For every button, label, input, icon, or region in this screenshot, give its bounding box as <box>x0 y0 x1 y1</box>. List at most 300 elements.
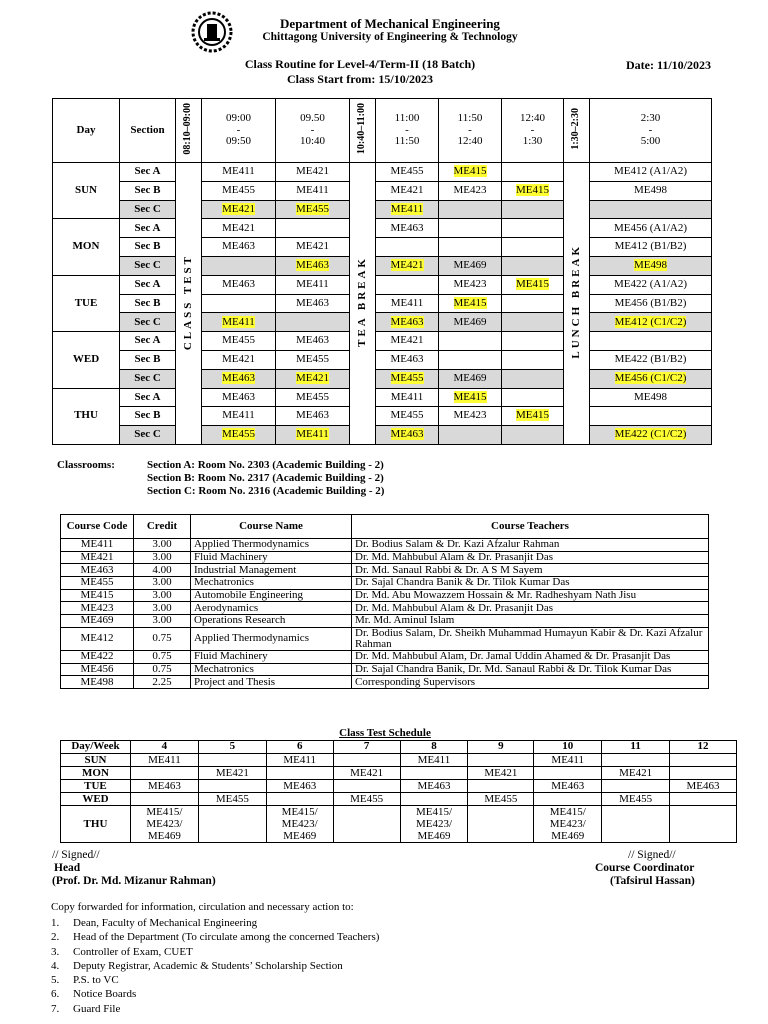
ct-cell: ME421 <box>468 766 534 779</box>
slot-dash: - <box>648 123 653 136</box>
course-code: ME421 <box>222 221 255 234</box>
section-cell: Sec A <box>120 163 176 182</box>
slot-dash: - <box>530 123 535 136</box>
course-code: ME411 <box>222 165 255 178</box>
day-cell: WED <box>53 332 120 388</box>
course-name: Applied Thermodynamics <box>191 539 352 552</box>
header-slot-2 <box>276 99 350 163</box>
course-name: Fluid Machinery <box>191 551 352 564</box>
ct-cell: ME411 <box>130 753 198 766</box>
header-slot-classtest <box>176 99 202 163</box>
ct-cell: ME421 <box>198 766 266 779</box>
routine-cell <box>202 426 276 445</box>
course-code: ME456 (A1/A2) <box>613 221 688 234</box>
head-signed: // Signed// <box>52 849 100 861</box>
ct-cell: ME415/ ME423/ ME469 <box>130 805 198 842</box>
ct-title: Class Test Schedule <box>339 727 431 739</box>
course-code: ME411 <box>222 409 255 422</box>
ct-cell <box>400 766 468 779</box>
routine-cell <box>376 200 439 219</box>
routine-cell <box>502 313 564 332</box>
routine-header-row <box>53 99 712 163</box>
ct-header-cell: 10 <box>534 741 602 754</box>
course-code: ME421 <box>296 371 329 384</box>
classroom-line-a: Section A: Room No. 2303 (Academic Building - 2) <box>147 459 384 471</box>
course-code: ME455 <box>390 371 424 384</box>
slot-start: 09:00 <box>225 112 252 125</box>
ct-cell: ME415/ ME423/ ME469 <box>534 805 602 842</box>
course-teachers: Mr. Md. Aminul Islam <box>352 615 709 628</box>
section-cell: Sec B <box>120 407 176 426</box>
ct-row <box>61 805 737 842</box>
ct-header-cell: 5 <box>198 741 266 754</box>
course-code: ME412 <box>61 627 134 650</box>
copy-item-number: 2. <box>51 931 60 944</box>
ct-cell <box>468 753 534 766</box>
routine-cell <box>202 313 276 332</box>
ct-cell <box>130 766 198 779</box>
course-teachers: Dr. Sajal Chandra Banik & Dr. Tilok Kumar Das <box>352 577 709 590</box>
routine-cell <box>439 407 502 426</box>
header-slot-lunch <box>564 99 590 163</box>
routine-cell <box>376 369 439 388</box>
ct-cell <box>266 766 333 779</box>
section-cell: Sec C <box>120 369 176 388</box>
header-day: Day <box>53 99 120 163</box>
routine-row <box>53 275 712 294</box>
head-title: Head <box>54 862 81 874</box>
ct-cell: ME463 <box>670 779 737 792</box>
routine-cell <box>590 369 712 388</box>
section-cell: Sec C <box>120 426 176 445</box>
header-section: Section <box>120 99 176 163</box>
routine-cell <box>439 350 502 369</box>
routine-cell <box>502 163 564 182</box>
course-code: ME455 <box>222 334 255 347</box>
header-slot-4 <box>439 99 502 163</box>
routine-cell <box>276 350 350 369</box>
routine-cell <box>276 163 350 182</box>
course-code: ME455 <box>296 353 329 366</box>
course-credit: 3.00 <box>134 589 191 602</box>
course-code: ME411 <box>296 183 329 196</box>
course-code: ME411 <box>61 539 134 552</box>
ct-cell <box>670 805 737 842</box>
ct-cell: ME463 <box>266 779 333 792</box>
routine-cell <box>439 313 502 332</box>
routine-cell <box>590 350 712 369</box>
copy-item <box>51 959 379 973</box>
copy-item-text: Notice Boards <box>73 988 137 1001</box>
course-code: ME455 <box>222 183 255 196</box>
ct-cell <box>333 779 400 792</box>
course-row <box>61 589 709 602</box>
section-cell: Sec C <box>120 200 176 219</box>
course-name: Operations Research <box>191 615 352 628</box>
routine-cell <box>276 181 350 200</box>
copy-item-text: Dean, Faculty of Mechanical Engineering <box>73 917 258 929</box>
ct-cell: ME415/ ME423/ ME469 <box>400 805 468 842</box>
course-code: ME411 <box>390 296 424 309</box>
course-code: ME456 (C1/C2) <box>614 371 687 384</box>
lunch-column <box>564 163 590 445</box>
section-cell: Sec B <box>120 181 176 200</box>
ct-header-cell: 4 <box>130 741 198 754</box>
course-code: ME463 <box>296 259 329 272</box>
routine-cell <box>376 426 439 445</box>
course-code: ME423 <box>61 602 134 615</box>
routine-row <box>53 294 712 313</box>
routine-cell <box>590 256 712 275</box>
course-teachers: Dr. Md. Mahbubul Alam & Dr. Prasanjit Das <box>352 602 709 615</box>
routine-cell <box>376 332 439 351</box>
course-row <box>61 627 709 650</box>
routine-cell <box>502 350 564 369</box>
course-teachers: Dr. Md. Sanaul Rabbi & Dr. A S M Sayem <box>352 564 709 577</box>
course-teachers: Dr. Sajal Chandra Banik, Dr. Md. Sanaul Rabbi & Dr. Tilok Kumar Das <box>352 663 709 676</box>
university-logo <box>190 10 234 54</box>
routine-cell <box>202 332 276 351</box>
course-code: ME421 <box>390 183 424 196</box>
ct-cell: ME421 <box>333 766 400 779</box>
course-code: ME411 <box>222 315 255 328</box>
ct-table <box>60 740 737 843</box>
ct-day: THU <box>61 805 131 842</box>
ct-cell <box>534 766 602 779</box>
course-teachers: Dr. Md. Mahbubul Alam & Dr. Prasanjit Das <box>352 551 709 564</box>
routine-cell <box>502 407 564 426</box>
routine-row <box>53 407 712 426</box>
routine-cell <box>276 407 350 426</box>
copy-item-number: 5. <box>51 974 60 987</box>
copy-item-text: Guard File <box>73 1002 121 1015</box>
coordinator-signed: // Signed// <box>628 849 676 861</box>
routine-cell <box>439 294 502 313</box>
course-row <box>61 615 709 628</box>
ct-day: TUE <box>61 779 131 792</box>
routine-cell <box>376 256 439 275</box>
course-code: ME498 <box>634 183 667 196</box>
routine-cell <box>502 388 564 407</box>
routine-cell <box>502 426 564 445</box>
slot-start: 12:40 <box>519 112 546 125</box>
routine-cell <box>439 426 502 445</box>
course-credit: 4.00 <box>134 564 191 577</box>
course-row <box>61 551 709 564</box>
ct-cell <box>198 805 266 842</box>
course-code: ME456 <box>61 663 134 676</box>
routine-cell <box>376 350 439 369</box>
ct-cell <box>333 753 400 766</box>
course-credit: 2.25 <box>134 676 191 689</box>
course-code: ME469 <box>61 615 134 628</box>
routine-cell <box>502 256 564 275</box>
course-credit: 3.00 <box>134 551 191 564</box>
routine-cell <box>276 275 350 294</box>
classtest-column <box>176 163 202 445</box>
routine-cell <box>202 219 276 238</box>
routine-cell <box>376 294 439 313</box>
day-cell: MON <box>53 219 120 275</box>
routine-cell <box>502 294 564 313</box>
course-code: ME423 <box>453 409 487 422</box>
routine-cell <box>376 219 439 238</box>
copy-intro: Copy forwarded for information, circulation and necessary action to: <box>51 901 354 913</box>
course-code: ME412 (B1/B2) <box>614 240 687 253</box>
header-slot-1 <box>202 99 276 163</box>
ct-cell: ME411 <box>534 753 602 766</box>
routine-cell <box>376 313 439 332</box>
routine-cell <box>202 181 276 200</box>
course-code: ME463 <box>222 240 255 253</box>
course-code: ME455 <box>390 409 424 422</box>
course-code: ME411 <box>296 277 329 290</box>
ct-header-cell: 12 <box>670 741 737 754</box>
course-code: ME421 <box>296 165 329 178</box>
course-code: ME412 (A1/A2) <box>613 165 688 178</box>
slot-end: 09:50 <box>225 135 252 148</box>
routine-cell <box>439 163 502 182</box>
ct-header-cell: Day/Week <box>61 741 131 754</box>
routine-cell <box>439 256 502 275</box>
ct-cell: ME463 <box>400 779 468 792</box>
copy-item-text: Head of the Department (To circulate among the concerned Teachers) <box>73 931 380 944</box>
classtest-column-label: CLASS TEST <box>181 253 194 350</box>
class-routine-table <box>52 98 712 445</box>
course-credit: 3.00 <box>134 602 191 615</box>
routine-cell <box>439 200 502 219</box>
routine-cell <box>376 275 439 294</box>
course-teachers: Dr. Md. Abu Mowazzem Hossain & Mr. Radheshyam Nath Jisu <box>352 589 709 602</box>
routine-row <box>53 181 712 200</box>
header-slot-6 <box>590 99 712 163</box>
course-credit: 0.75 <box>134 663 191 676</box>
course-teachers: Dr. Bodius Salam & Dr. Kazi Afzalur Rahman <box>352 539 709 552</box>
section-cell: Sec A <box>120 219 176 238</box>
ct-cell: ME455 <box>602 792 670 805</box>
course-table <box>60 514 709 689</box>
routine-cell <box>276 426 350 445</box>
course-name: Mechatronics <box>191 577 352 590</box>
routine-cell <box>502 238 564 257</box>
copy-item-number: 1. <box>51 917 60 929</box>
slot-end: 12:40 <box>457 135 483 148</box>
section-cell: Sec B <box>120 238 176 257</box>
course-code: ME415 <box>61 589 134 602</box>
ct-cell: ME455 <box>198 792 266 805</box>
ct-cell: ME463 <box>130 779 198 792</box>
course-name: Fluid Machinery <box>191 650 352 663</box>
course-code: ME421 <box>296 240 329 253</box>
routine-cell <box>376 407 439 426</box>
course-code: ME463 <box>390 315 424 328</box>
copy-item-number: 4. <box>51 959 60 972</box>
ct-cell: ME455 <box>468 792 534 805</box>
course-header-cell: Course Code <box>61 515 134 539</box>
ct-row <box>61 753 737 766</box>
course-code: ME456 (B1/B2) <box>614 296 687 309</box>
copy-item-text: Controller of Exam, CUET <box>73 945 193 958</box>
routine-cell <box>276 313 350 332</box>
ct-cell: ME411 <box>266 753 333 766</box>
course-code: ME463 <box>296 334 329 347</box>
ct-cell <box>198 753 266 766</box>
department-title: Department of Mechanical Engineering <box>280 16 500 31</box>
routine-cell <box>276 238 350 257</box>
ct-cell <box>400 792 468 805</box>
course-row <box>61 676 709 689</box>
routine-cell <box>590 163 712 182</box>
course-name: Automobile Engineering <box>191 589 352 602</box>
slot-end: 10:40 <box>299 135 326 148</box>
course-header-cell: Course Teachers <box>352 515 709 539</box>
routine-cell <box>202 407 276 426</box>
course-code: ME463 <box>222 371 255 384</box>
ct-cell <box>670 792 737 805</box>
ct-cell <box>602 805 670 842</box>
routine-cell <box>439 219 502 238</box>
course-code: ME455 <box>222 428 255 441</box>
ct-cell <box>468 805 534 842</box>
routine-cell <box>439 181 502 200</box>
copy-item <box>51 987 379 1001</box>
course-name: Mechatronics <box>191 663 352 676</box>
ct-cell <box>670 766 737 779</box>
course-code: ME421 <box>390 334 424 347</box>
ct-day: SUN <box>61 753 131 766</box>
routine-cell <box>502 369 564 388</box>
course-code: ME415 <box>453 296 487 309</box>
routine-cell <box>439 275 502 294</box>
copy-item-number: 7. <box>51 1002 60 1015</box>
routine-cell <box>276 388 350 407</box>
ct-header-cell: 11 <box>602 741 670 754</box>
slot-classtest-time: 08:10–09:00 <box>182 102 194 155</box>
course-code: ME455 <box>296 202 329 215</box>
routine-cell <box>202 238 276 257</box>
ct-cell <box>534 792 602 805</box>
course-code: ME455 <box>61 577 134 590</box>
copy-item <box>51 916 379 930</box>
section-cell: Sec C <box>120 256 176 275</box>
ct-cell <box>670 753 737 766</box>
routine-cell <box>590 219 712 238</box>
course-code: ME411 <box>390 390 424 403</box>
course-code: ME415 <box>516 183 549 196</box>
course-credit: 0.75 <box>134 650 191 663</box>
section-cell: Sec A <box>120 388 176 407</box>
routine-cell <box>202 369 276 388</box>
routine-cell <box>202 388 276 407</box>
course-code: ME469 <box>453 371 487 384</box>
course-name: Applied Thermodynamics <box>191 627 352 650</box>
course-code: ME415 <box>453 165 487 178</box>
routine-cell <box>502 275 564 294</box>
routine-row <box>53 200 712 219</box>
ct-cell <box>130 792 198 805</box>
course-code: ME463 <box>296 409 329 422</box>
routine-cell <box>439 388 502 407</box>
course-code: ME423 <box>453 277 487 290</box>
section-cell: Sec B <box>120 294 176 313</box>
slot-dash: - <box>405 123 409 136</box>
header-slot-3 <box>376 99 439 163</box>
ct-cell: ME411 <box>400 753 468 766</box>
copy-item-number: 6. <box>51 988 60 1001</box>
slot-end: 5:00 <box>640 135 661 148</box>
course-credit: 3.00 <box>134 577 191 590</box>
ct-cell: ME415/ ME423/ ME469 <box>266 805 333 842</box>
routine-cell <box>502 200 564 219</box>
course-code: ME421 <box>61 551 134 564</box>
routine-cell <box>590 275 712 294</box>
routine-cell <box>439 369 502 388</box>
course-code: ME422 (C1/C2) <box>614 428 687 441</box>
ct-header-cell: 7 <box>333 741 400 754</box>
section-cell: Sec C <box>120 313 176 332</box>
copy-item-text: Deputy Registrar, Academic & Students’ Scholarship Section <box>73 959 343 972</box>
course-code: ME463 <box>222 390 255 403</box>
ct-cell: ME455 <box>333 792 400 805</box>
routine-cell <box>276 369 350 388</box>
routine-cell <box>202 275 276 294</box>
routine-cell <box>276 294 350 313</box>
section-cell: Sec A <box>120 275 176 294</box>
course-teachers: Dr. Bodius Salam, Dr. Sheikh Muhammad Humayun Kabir & Dr. Kazi Afzalur Rahman <box>352 627 709 650</box>
routine-cell <box>376 238 439 257</box>
course-code: ME423 <box>453 183 487 196</box>
course-header-row <box>61 515 709 539</box>
course-name: Project and Thesis <box>191 676 352 689</box>
course-code: ME498 <box>634 259 667 272</box>
classroom-line-c: Section C: Room No. 2316 (Academic Building - 2) <box>147 485 385 497</box>
slot-end: 1:30 <box>522 135 543 148</box>
day-cell: THU <box>53 388 120 444</box>
course-code: ME415 <box>516 277 549 290</box>
routine-row <box>53 163 712 182</box>
routine-cell <box>202 163 276 182</box>
header-slot-5 <box>502 99 564 163</box>
course-name: Aerodynamics <box>191 602 352 615</box>
course-row <box>61 602 709 615</box>
university-name: Chittagong University of Engineering & Technology <box>262 31 518 43</box>
ct-cell <box>266 792 333 805</box>
ct-cell <box>602 753 670 766</box>
course-credit: 3.00 <box>134 615 191 628</box>
course-code: ME422 (B1/B2) <box>614 353 687 366</box>
course-code: ME463 <box>390 353 424 366</box>
course-code: ME421 <box>222 353 255 366</box>
course-code: ME411 <box>296 428 329 441</box>
coordinator-title: Course Coordinator <box>595 862 695 874</box>
course-row <box>61 539 709 552</box>
head-name: (Prof. Dr. Md. Mizanur Rahman) <box>52 875 216 887</box>
ct-day: WED <box>61 792 131 805</box>
course-code: ME415 <box>516 409 549 422</box>
routine-row <box>53 350 712 369</box>
copy-item <box>51 1002 379 1016</box>
ct-cell <box>468 779 534 792</box>
teabreak-column-label: TEA BREAK <box>355 256 368 348</box>
coordinator-name: (Tafsirul Hassan) <box>610 875 695 887</box>
slot-start: 2:30 <box>640 112 661 125</box>
course-code: ME455 <box>296 390 329 403</box>
routine-cell <box>202 200 276 219</box>
routine-cell <box>276 256 350 275</box>
course-row <box>61 577 709 590</box>
routine-cell <box>376 181 439 200</box>
course-code: ME469 <box>453 315 487 328</box>
